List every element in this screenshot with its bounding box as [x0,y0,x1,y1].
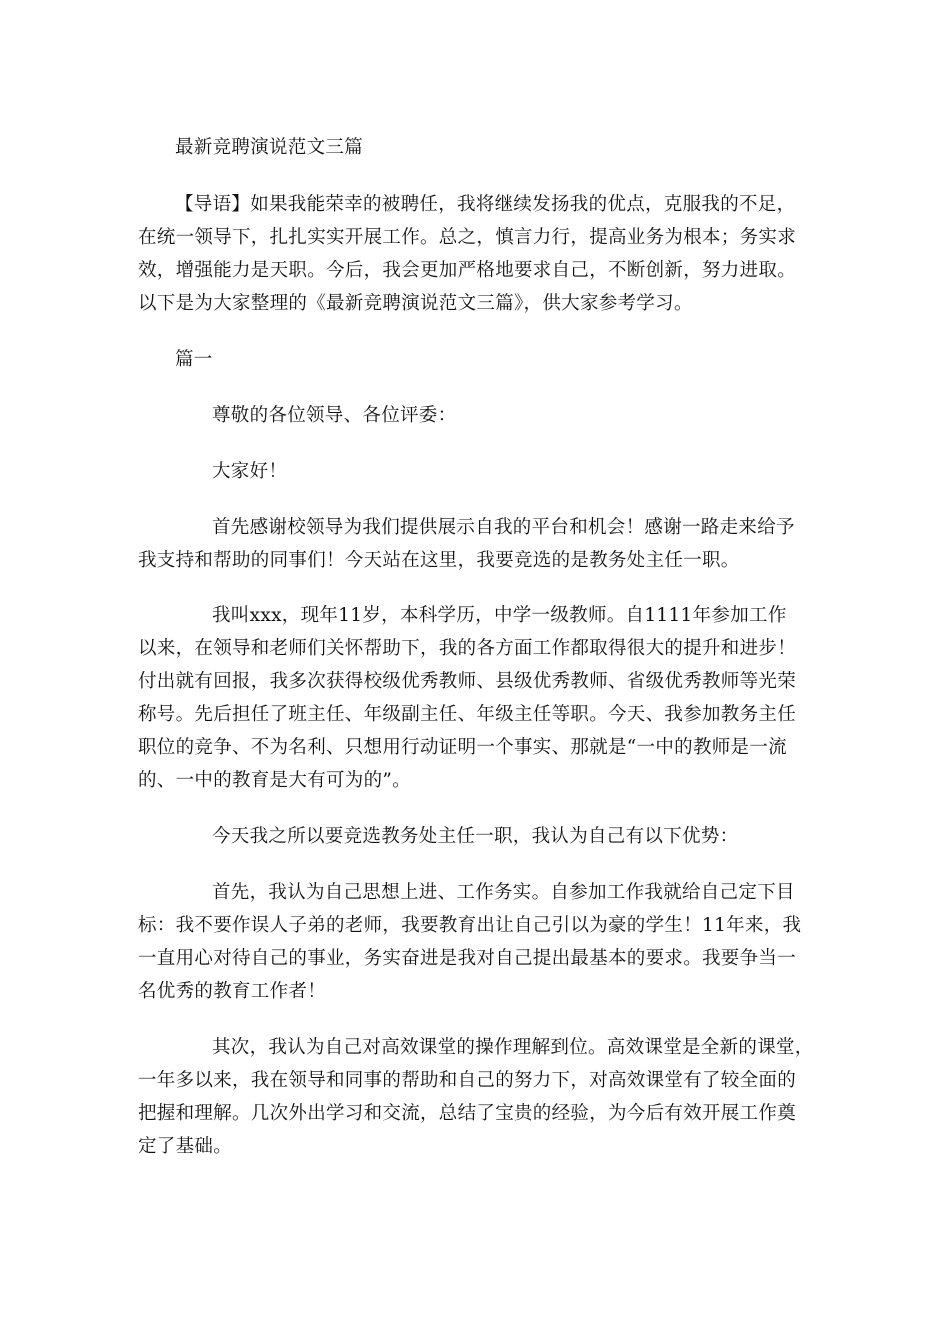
intro-line: 在统一领导下，扎扎实实开展工作。总之，慎言力行，提高业务为根本；务实求 [138,227,797,248]
paragraph-line: 定了基础。 [138,1136,233,1157]
intro-line: 【导语】如果我能荣幸的被聘任，我将继续发扬我的优点，克服我的不足， [175,194,796,215]
paragraph-line: 付出就有回报，我多次获得校级优秀教师、县级优秀教师、省级优秀教师等光荣 [138,671,797,692]
paragraph-line: 其次，我认为自己对高效课堂的操作理解到位。高效课堂是全新的课堂， [212,1037,814,1058]
paragraph-line: 职位的竞争、不为名利、只想用行动证明一个事实、那就是“一中的教师是一流 [138,737,787,758]
paragraph-line: 名优秀的教育工作者！ [138,981,327,1002]
paragraph-line: 我叫xxx，现年11岁，本科学历，中学一级教师。自1111年参加工作 [212,605,787,626]
paragraph-line: 一年多以来，我在领导和同事的帮助和自己的努力下，对高效课堂有了较全面的 [138,1070,797,1091]
salutation: 尊敬的各位领导、各位评委： [212,405,457,426]
section-heading: 篇一 [175,349,213,370]
paragraph-line: 今天我之所以要竞选教务处主任一职，我认为自己有以下优势： [212,826,739,847]
document-title: 最新竞聘演说范文三篇 [175,137,364,158]
intro-line: 以下是为大家整理的《最新竞聘演说范文三篇》，供大家参考学习。 [138,293,693,314]
greeting: 大家好！ [212,461,288,482]
intro-line: 效，增强能力是天职。今后，我会更加严格地要求自己，不断创新，努力进取。 [138,260,797,281]
paragraph-line: 把握和理解。几次外出学习和交流，总结了宝贵的经验，为今后有效开展工作奠 [138,1103,797,1124]
paragraph-line: 以来，在领导和老师们关怀帮助下，我的各方面工作都取得很大的提升和进步！ [138,638,797,659]
paragraph-line: 首先，我认为自己思想上进、工作务实。自参加工作我就给自己定下目 [212,882,795,903]
paragraph-line: 称号。先后担任了班主任、年级副主任、年级主任等职。今天、我参加教务主任 [138,704,797,725]
paragraph-line: 一直用心对待自己的事业，务实奋进是我对自己提出最基本的要求。我要争当一 [138,948,797,969]
paragraph-line: 的、一中的教育是大有可为的”。 [138,770,411,791]
paragraph-line: 标：我不要作误人子弟的老师，我要教育出让自己引以为豪的学生！11年来，我 [138,915,802,936]
paragraph-line: 首先感谢校领导为我们提供展示自我的平台和机会！感谢一路走来给予 [212,517,795,538]
paragraph-line: 我支持和帮助的同事们！今天站在这里，我要竞选的是教务处主任一职。 [138,550,740,571]
